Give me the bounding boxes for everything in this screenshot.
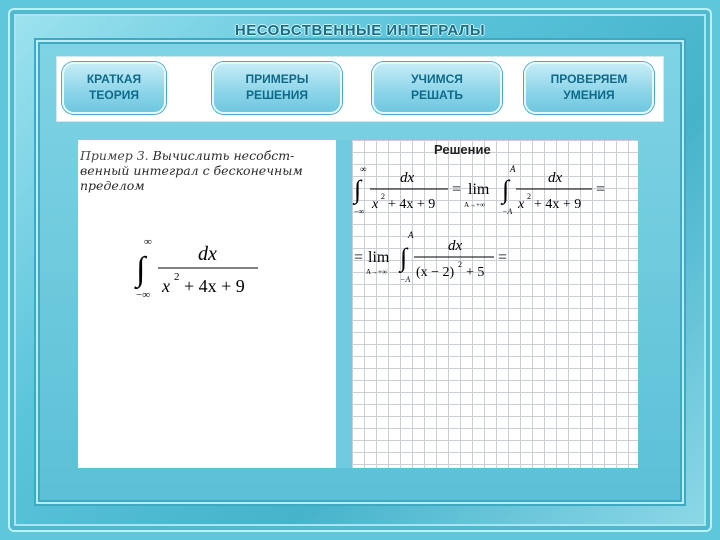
integral-numerator: dx — [198, 243, 217, 265]
integral-upper-limit: A — [408, 230, 414, 240]
content-area — [78, 140, 638, 468]
integral-lower-limit: −∞ — [136, 289, 151, 301]
denominator-rest: + 4x + 9 — [388, 197, 436, 212]
solution-panel — [352, 140, 638, 468]
nav-button-label: ПРОВЕРЯЕМ УМЕНИЯ — [550, 72, 628, 102]
solution-title: Решение — [434, 142, 491, 157]
integral-sign: ∫ — [502, 175, 510, 204]
fraction-numerator: dx — [400, 170, 415, 186]
page-title: НЕСОБСТВЕННЫЕ ИНТЕГРАЛЫ — [234, 22, 486, 39]
denominator-x: x — [518, 197, 525, 212]
integral-upper-limit: A — [510, 164, 516, 174]
denominator-x: x — [372, 197, 379, 212]
denominator-exponent: 2 — [174, 271, 180, 283]
nav-button-label: УЧИМСЯ РЕШАТЬ — [410, 72, 464, 102]
fraction-numerator: dx — [548, 170, 563, 186]
nav-button-label: КРАТКАЯ ТЕОРИЯ — [86, 72, 142, 102]
nav-button-theory[interactable] — [62, 62, 166, 114]
solution-line-1 — [352, 158, 638, 318]
example-panel — [78, 140, 336, 468]
equals-sign: = — [596, 181, 606, 198]
nav-button-label: ПРИМЕРЫ РЕШЕНИЯ — [245, 72, 309, 102]
nav-button-examples[interactable] — [212, 62, 342, 114]
equals-sign: = — [354, 249, 364, 266]
example-text: Вычислить несобст-венный интеграл с бесконечным пределом — [80, 148, 303, 193]
example-statement — [80, 148, 336, 193]
example-integral — [78, 230, 336, 410]
denominator-main: (x − 2) — [416, 265, 455, 280]
integral-sign: ∫ — [136, 251, 146, 288]
limit-label: lim — [468, 181, 490, 198]
denominator-exponent: 2 — [527, 192, 531, 201]
denominator-rest: + 4x + 9 — [184, 276, 245, 296]
integral-sign: ∫ — [400, 243, 408, 272]
denominator-rest: + 4x + 9 — [534, 197, 582, 212]
integral-upper-limit: ∞ — [144, 236, 152, 248]
limit-subscript: A→+∞ — [366, 268, 387, 276]
denominator-rest: + 5 — [466, 265, 485, 280]
nav-bar — [56, 56, 664, 122]
nav-button-check[interactable] — [524, 62, 654, 114]
equals-sign: = — [498, 249, 508, 266]
equals-sign: = — [452, 181, 462, 198]
denominator-x: x — [162, 276, 170, 296]
integral-upper-limit: ∞ — [360, 164, 367, 174]
limit-label: lim — [368, 249, 390, 266]
panel-divider — [336, 140, 352, 468]
fraction-numerator: dx — [448, 238, 463, 254]
integral-lower-limit: −A — [502, 207, 513, 216]
example-label: Пример 3. — [80, 148, 149, 163]
denominator-exponent: 2 — [381, 192, 385, 201]
limit-subscript: A→+∞ — [464, 201, 485, 209]
integral-lower-limit: −A — [400, 275, 411, 284]
denominator-exponent: 2 — [458, 260, 462, 269]
integral-lower-limit: −∞ — [354, 207, 365, 216]
nav-button-learn[interactable] — [372, 62, 502, 114]
integral-sign: ∫ — [354, 175, 362, 204]
